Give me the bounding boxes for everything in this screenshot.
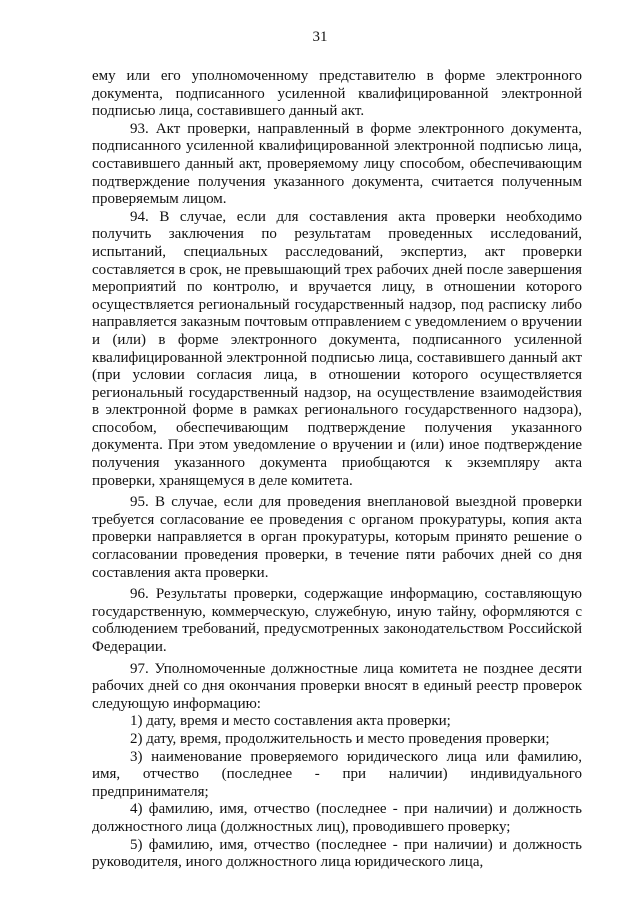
paragraph-95: 95. В случае, если для проведения внеплановой выездной проверки требуется согласование ее проведения с органом прокуратуры, копия акта проверки направляется в орган прокуратуры, которым принято решение о согласовании проведения проверки, в течение пяти рабочих дней со дня составления акта проверки. — [92, 494, 582, 581]
list-item-4: 4) фамилию, имя, отчество (последнее - при наличии) и должность должностного лица (должностных лиц), проводившего проверку; — [92, 801, 582, 835]
document-body — [92, 68, 582, 872]
paragraph-continuation: ему или его уполномоченному представителю в форме электронного документа, подписанного усиленной квалифицированной электронной подписью лица, составившего данный акт. — [92, 68, 582, 120]
paragraph-96: 96. Результаты проверки, содержащие информацию, составляющую государственную, коммерческую, служебную, иную тайну, оформляются с соблюдением требований, предусмотренных законодательством Российской Федерации. — [92, 586, 582, 655]
page-number: 31 — [312, 29, 328, 45]
paragraph-93: 93. Акт проверки, направленный в форме электронного документа, подписанного усиленной квалифицированной электронной подписью лица, составившего данный акт, проверяемому лицу способом, обеспечивающим подтверждение получения указанного документа, считается полученным проверяемым лицом. — [92, 120, 582, 208]
paragraph-94: 94. В случае, если для составления акта проверки необходимо получить заключения по результатам проведенных исследований, испытаний, специальных расследований, экспертиз, акт проверки составляется в срок, не превышающий трех рабочих дней после завершения мероприятий по контролю, и вручается лицу, в отношении которого осуществляется региональный государственный надзор, под расписку либо направляется заказным почтовым отправлением с уведомлением о вручении и (или) в форме электронного документа, подписанного усиленной квалифицированной электронной подписью лица, составившего данный акт (при условии согласия лица, в отношении которого осуществляется региональный государственный надзор, на осуществление взаимодействия в электронной форме в рамках регионального государственного надзора), способом, обеспечивающим подтверждение получения указанного документа. При этом уведомление о вручении и (или) иное подтверждение получения указанного документа приобщаются к экземпляру акта проверки, хранящемуся в деле комитета. — [92, 208, 582, 489]
list-item-3: 3) наименование проверяемого юридического лица или фамилию, имя, отчество (последнее - при наличии) индивидуального предпринимателя; — [92, 748, 582, 800]
list-item-1: 1) дату, время и место составления акта проверки; — [130, 713, 451, 730]
list-item-2: 2) дату, время, продолжительность и место проведения проверки; — [130, 730, 550, 747]
list-item-5: 5) фамилию, имя, отчество (последнее - при наличии) и должность руководителя, иного должностного лица юридического лица, — [92, 836, 582, 871]
paragraph-97: 97. Уполномоченные должностные лица комитета не позднее десяти рабочих дней со дня окончания проверки вносят в единый реестр проверок следующую информацию: — [92, 660, 582, 712]
